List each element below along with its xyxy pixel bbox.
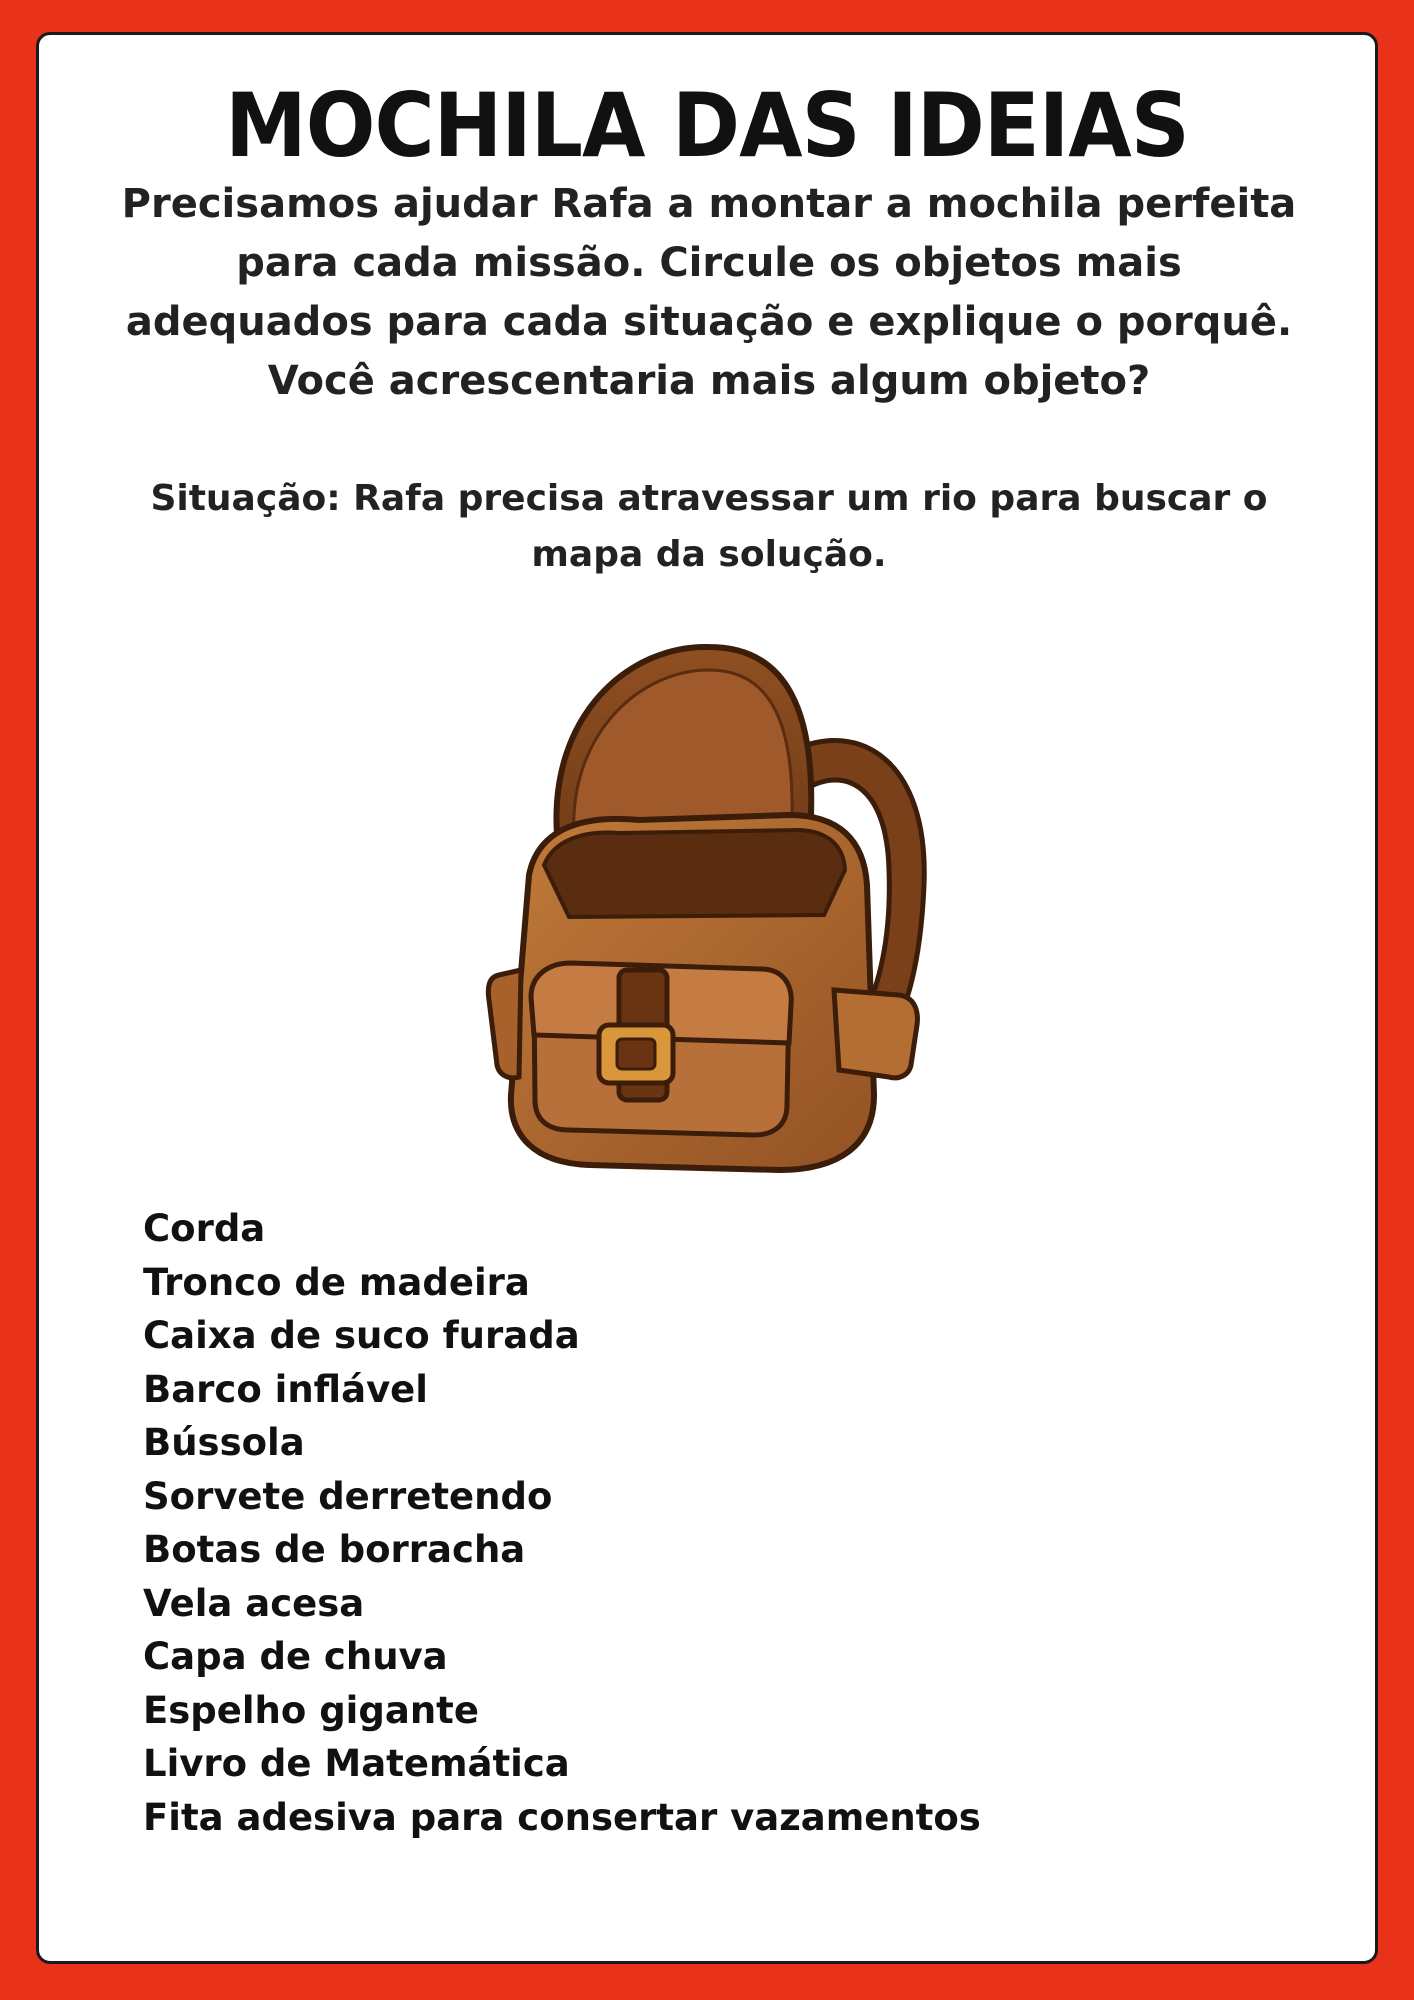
list-item: Caixa de suco furada	[143, 1314, 580, 1357]
list-item: Tronco de madeira	[143, 1260, 530, 1304]
page-title: MOCHILA DAS IDEIAS	[225, 75, 1189, 178]
list-item: Capa de chuva	[143, 1635, 448, 1678]
list-item: Corda	[143, 1207, 266, 1250]
list-item: Sorvete derretendo	[143, 1474, 553, 1518]
list-item: Barco inflável	[143, 1367, 428, 1411]
list-item: Espelho gigante	[143, 1688, 479, 1732]
list-item: Bússola	[143, 1421, 305, 1464]
list-item: Vela acesa	[143, 1581, 365, 1625]
objects-list	[143, 1202, 981, 1844]
list-item: Livro de Matemática	[143, 1742, 570, 1785]
situation-text: Situação: Rafa precisa atravessar um rio para buscar o mapa da solução.	[150, 478, 1268, 575]
worksheet-page	[36, 32, 1378, 1964]
instructions-text: Precisamos ajudar Rafa a montar a mochila perfeita para cada missão. Circule os objetos mais adequados para cada situação e explique o porquê. Você acrescentaria mais algum objeto?	[121, 181, 1297, 404]
backpack-icon	[459, 625, 959, 1195]
list-item: Fita adesiva para consertar vazamentos	[143, 1795, 981, 1839]
list-item: Botas de borracha	[143, 1528, 526, 1571]
